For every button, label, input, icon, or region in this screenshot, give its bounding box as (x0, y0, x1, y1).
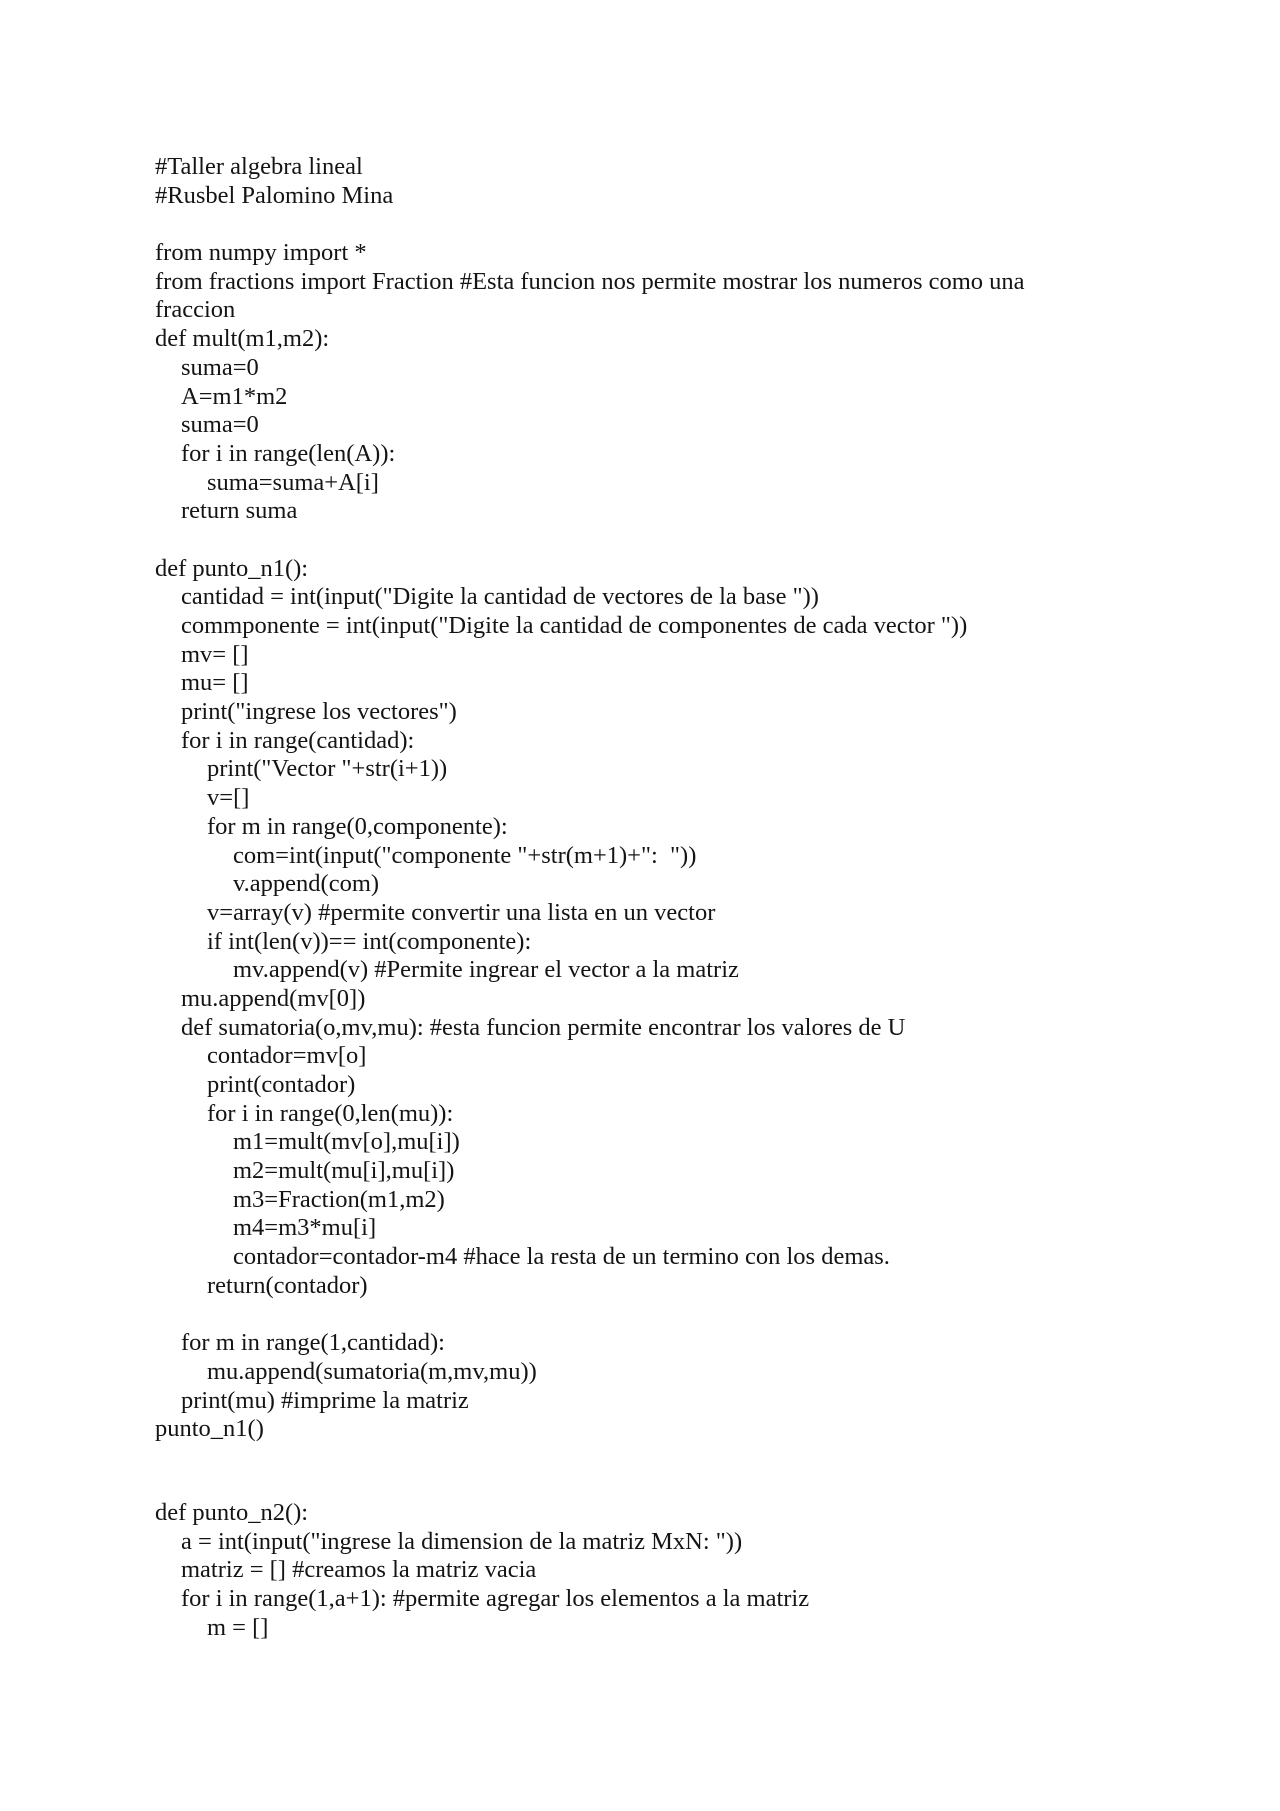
code-line: print("Vector "+str(i+1)) (207, 755, 448, 783)
blank-line (155, 210, 1155, 239)
import-numpy: from numpy import * (155, 239, 367, 267)
code-line: v=[] (207, 784, 250, 812)
code-line: m1=mult(mv[o],mu[i]) (233, 1128, 460, 1156)
code-line: contador=mv[o] (207, 1042, 367, 1070)
code-line: print(contador) (207, 1071, 356, 1098)
code-line: v.append(com) (233, 870, 380, 898)
code-document (155, 153, 1155, 1642)
code-line: for i in range(cantidad): (181, 726, 415, 754)
code-line: return(contador) (207, 1271, 368, 1299)
def-mult: def mult(m1,m2): (155, 325, 330, 353)
code-line: com=int(input("componente "+str(m+1)+": ")) (233, 841, 697, 869)
code-line: mu.append(mv[0]) (181, 984, 366, 1012)
code-line: m = [] (207, 1613, 269, 1641)
comment-author: #Rusbel Palomino Mina (155, 181, 394, 209)
comment-title: #Taller algebra lineal (155, 153, 363, 180)
code-line: for m in range(1,cantidad): (181, 1329, 445, 1357)
code-line: cantidad = int(input("Digite la cantidad de vectores de la base ")) (181, 583, 819, 611)
code-line: mv= [] (181, 640, 249, 668)
code-line: a = int(input("ingrese la dimension de la matriz MxN: ")) (181, 1527, 743, 1555)
code-line: m3=Fraction(m1,m2) (233, 1185, 445, 1213)
code-line: mu= [] (181, 669, 249, 697)
code-line: for m in range(0,componente): (207, 812, 508, 840)
code-line: for i in range(0,len(mu)): (207, 1099, 454, 1127)
code-line: commponente = int(input("Digite la cantidad de componentes de cada vector ")) (181, 612, 968, 639)
code-line: mu.append(sumatoria(m,mv,mu)) (207, 1357, 537, 1385)
code-line: suma=0 (181, 353, 259, 381)
code-line: A=m1*m2 (181, 382, 288, 410)
code-line: print("ingrese los vectores") (181, 698, 457, 726)
import-fraction: from fractions import Fraction #Esta funcion nos permite mostrar los numeros como una (155, 267, 1025, 295)
code-line: m4=m3*mu[i] (233, 1214, 377, 1242)
blank-line (155, 1301, 1155, 1330)
def-punto-n1: def punto_n1(): (155, 554, 309, 582)
code-line: suma=0 (181, 411, 259, 439)
code-line: suma=suma+A[i] (207, 468, 379, 496)
code-line: return suma (181, 497, 298, 525)
blank-lines (155, 1444, 1155, 1499)
code-line: if int(len(v))== int(componente): (207, 927, 532, 955)
def-punto-n2: def punto_n2(): (155, 1498, 309, 1526)
def-sumatoria: def sumatoria(o,mv,mu): #esta funcion permite encontrar los valores de U (181, 1013, 906, 1041)
code-line: v=array(v) #permite convertir una lista en un vector (207, 898, 716, 926)
code-line: matriz = [] #creamos la matriz vacia (181, 1556, 537, 1584)
blank-line (155, 526, 1155, 555)
code-line: mv.append(v) #Permite ingrear el vector a la matriz (233, 956, 739, 984)
code-line: m2=mult(mu[i],mu[i]) (233, 1157, 455, 1185)
call-punto-n1: punto_n1() (155, 1415, 264, 1443)
code-line: for i in range(1,a+1): #permite agregar los elementos a la matriz (181, 1585, 810, 1612)
code-line: for i in range(len(A)): (181, 439, 396, 467)
code-line: contador=contador-m4 #hace la resta de un termino con los demas. (233, 1243, 890, 1271)
code-line: print(mu) #imprime la matriz (181, 1386, 469, 1414)
import-fraction-wrap: fraccion (155, 296, 236, 324)
